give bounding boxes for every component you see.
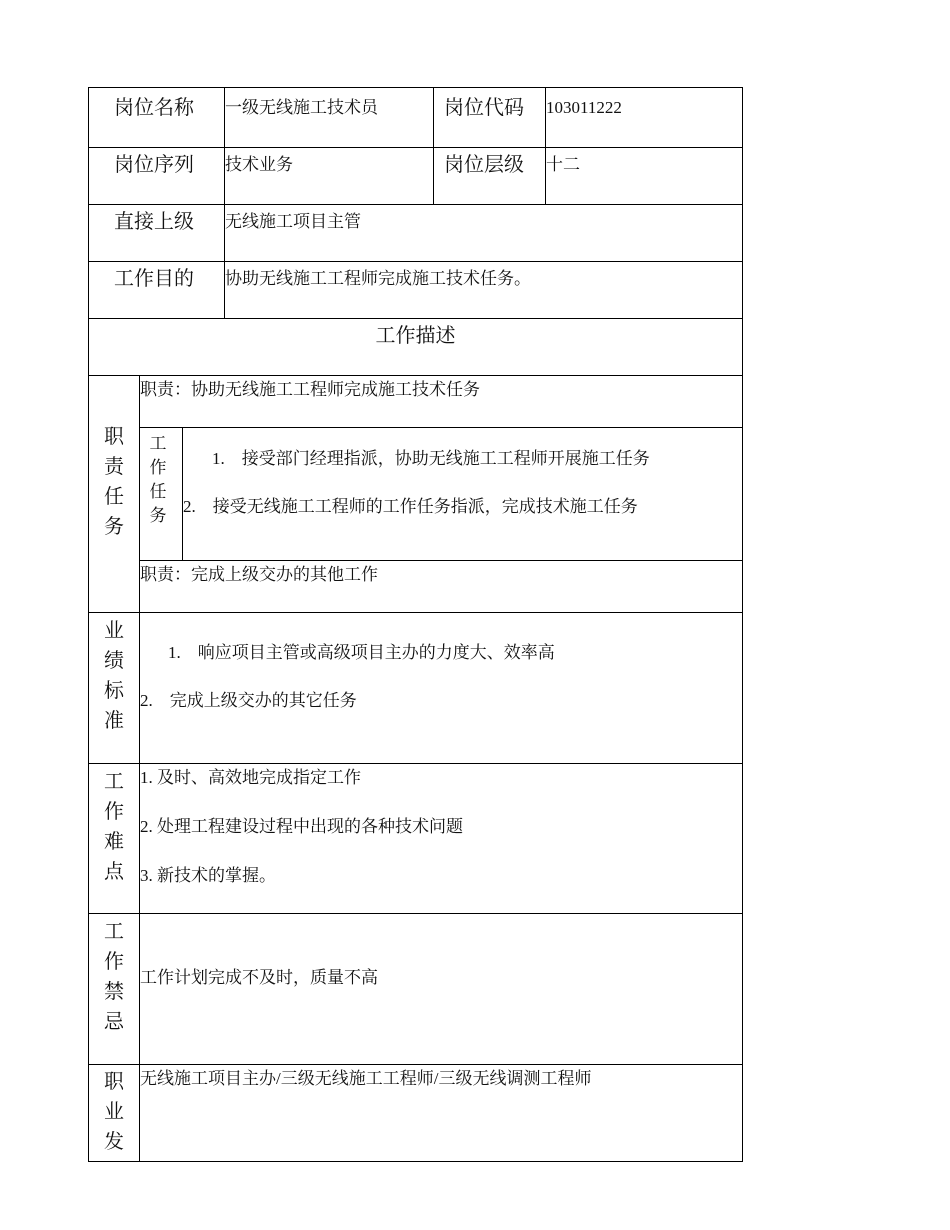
row-divider <box>88 763 743 764</box>
superior-value: 无线施工项目主管 <box>225 212 361 231</box>
duty-1-title: 职责：协助无线施工工程师完成施工技术任务 <box>140 380 480 399</box>
taboos-text: 工作计划完成不及时，质量不高 <box>140 968 378 987</box>
row-divider <box>88 612 743 613</box>
table-border-right <box>742 87 743 1162</box>
career-label: 职 业 发 <box>104 1071 124 1153</box>
row-divider <box>88 318 743 319</box>
sequence-value: 技术业务 <box>225 155 293 174</box>
row-divider <box>88 1064 743 1065</box>
row-divider <box>88 204 743 205</box>
duty-2-title: 职责：完成上级交办的其他工作 <box>140 565 378 584</box>
superior-label: 直接上级 <box>114 211 194 233</box>
table-border-top <box>88 87 743 88</box>
position-code-value: 103011222 <box>546 98 622 117</box>
table-border-left <box>88 87 89 1162</box>
difficulty-item: 2. 处理工程建设过程中出现的各种技术问题 <box>140 817 463 836</box>
level-value: 十二 <box>546 155 580 174</box>
work-description-title: 工作描述 <box>375 325 456 347</box>
row-divider <box>88 147 743 148</box>
sequence-label: 岗位序列 <box>114 154 194 176</box>
performance-label: 业 绩 标 准 <box>104 620 124 732</box>
col-divider <box>182 427 183 560</box>
duties-label: 职 责 任 务 <box>104 426 124 538</box>
difficulty-item: 3. 新技术的掌握。 <box>140 866 276 885</box>
position-code-label: 岗位代码 <box>444 97 524 119</box>
col-divider <box>433 87 434 204</box>
performance-item: 2. 完成上级交办的其它任务 <box>140 691 357 710</box>
row-divider <box>139 427 743 428</box>
level-label: 岗位层级 <box>444 154 524 176</box>
difficulty-item: 1. 及时、高效地完成指定工作 <box>140 768 361 787</box>
taboos-label: 工 作 禁 忌 <box>104 921 124 1033</box>
row-divider <box>88 375 743 376</box>
position-name-label: 岗位名称 <box>114 97 194 119</box>
difficulties-label: 工 作 难 点 <box>104 771 124 883</box>
row-divider <box>88 261 743 262</box>
position-name-value: 一级无线施工技术员 <box>225 98 378 117</box>
task-item: 2. 接受无线施工工程师的工作任务指派，完成技术施工任务 <box>183 497 638 516</box>
row-divider <box>88 913 743 914</box>
performance-item: 1. 响应项目主管或高级项目主办的力度大、效率高 <box>168 643 555 662</box>
task-item: 1. 接受部门经理指派，协助无线施工工程师开展施工任务 <box>212 449 650 468</box>
row-divider <box>139 560 743 561</box>
table-border-bottom <box>88 1161 743 1162</box>
career-path-text: 无线施工项目主办/三级无线施工工程师/三级无线调测工程师 <box>140 1069 592 1088</box>
work-tasks-label: 工 作 任 务 <box>149 434 167 525</box>
purpose-label: 工作目的 <box>114 268 194 290</box>
purpose-value: 协助无线施工工程师完成施工技术任务。 <box>225 269 531 288</box>
